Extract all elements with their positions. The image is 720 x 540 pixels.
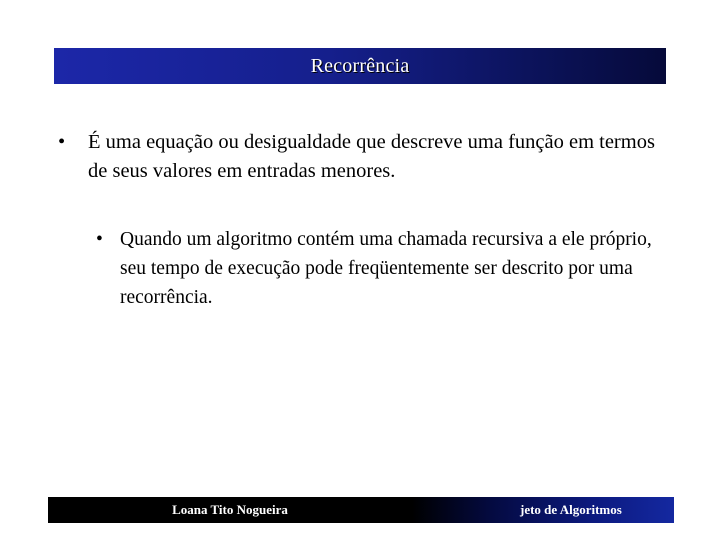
footer-course-section bbox=[412, 497, 674, 523]
footer-course: jeto de Algoritmos bbox=[520, 502, 622, 517]
slide-title: Recorrência bbox=[310, 54, 410, 77]
bullet-icon: • bbox=[96, 229, 103, 250]
bullet-item-level1 bbox=[58, 128, 668, 186]
footer-author: Loana Tito Nogueira bbox=[172, 502, 288, 517]
bullet-text: Quando um algoritmo contém uma chamada recursiva a ele próprio, seu tempo de execução pode freqüentemente ser descrito por uma recorrência. bbox=[120, 229, 652, 308]
slide-title-bar bbox=[54, 48, 666, 84]
bullet-icon: • bbox=[58, 131, 66, 153]
bullet-text: É uma equação ou desigualdade que descreve uma função em termos de seus valores em entradas menores. bbox=[88, 131, 655, 182]
slide-footer bbox=[48, 497, 674, 523]
bullet-item-level2 bbox=[96, 225, 671, 312]
footer-author-section bbox=[48, 497, 412, 523]
